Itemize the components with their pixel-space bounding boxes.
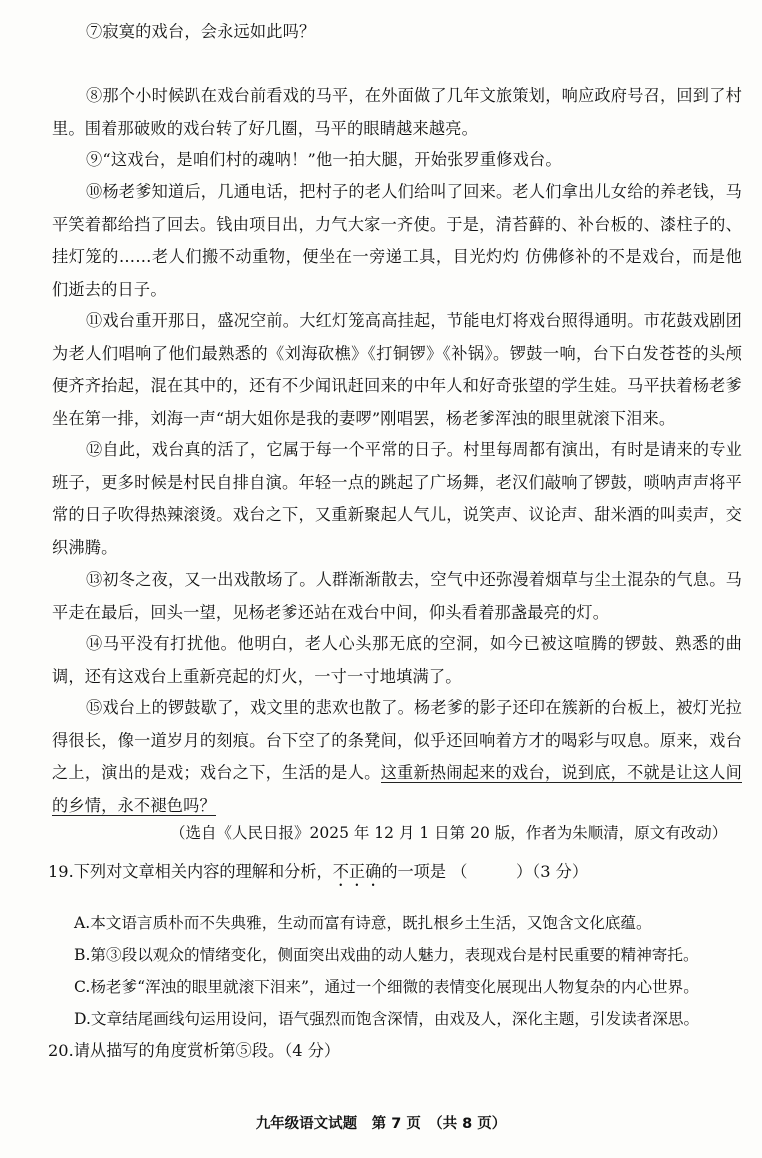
question-19-emphasis: 不正确 (332, 862, 382, 881)
underlined-sentence: 这重新热闹起来的戏台，说到底，不就是让这人间的乡情，永不褪色吗？ (52, 763, 742, 815)
page-footer: 九年级语文试题 第 7 页 （共 8 页） (255, 1116, 507, 1132)
paragraph-11: ⑪戏台重开那日，盛况空前。大红灯笼高高挂起，节能电灯将戏台照得通明。市花鼓戏剧团为老人们唱响了他们最熟悉的《刘海砍樵》《打铜锣》《补锅》。锣鼓一响，台下白发苍苍的头颅便齐齐抬起，混在其中的，还有不少闻讯赶回来的中年人和好奇张望的学生娃。马平扶着杨老爹坐在第一排，刘海一声“胡大姐你是我的妻啰”刚唱罢，杨老爹浑浊的眼里就滚下泪来。 (52, 311, 742, 428)
paragraph-15 (52, 692, 742, 822)
question-19 (48, 858, 588, 890)
paragraph-9: ⑨“这戏台，是咱们村的魂呐！”他一拍大腿，开始张罗重修戏台。 (86, 150, 562, 169)
paragraph-15-text: ⑮戏台上的锣鼓歇了，戏文里的悲欢也散了。杨老爹的影子还印在簇新的台板上，被灯光拉得很长，像一道岁月的刻痕。台下空了的条凳间，似乎还回响着方才的喝彩与叹息。原来，戏台之上，演出的是戏；戏台之下，生活的是人。 (52, 698, 742, 782)
paragraph-12: ⑫自此，戏台真的活了，它属于每一个平常的日子。村里每周都有演出，有时是请来的专业班子，更多时候是村民自排自演。年轻一点的跳起了广场舞，老汉们敲响了锣鼓，唢呐声声将平常的日子吹得热辣滚烫。戏台之下，又重新聚起人气儿，说笑声、议论声、甜米酒的叫卖声，交织沸腾。 (52, 440, 742, 557)
option-c: C.杨老爹“浑浊的眼里就滚下泪来”，通过一个细微的表情变化展现出人物复杂的内心世界。 (74, 978, 699, 996)
option-b: B.第③段以观众的情绪变化，侧面突出戏曲的动人魅力，表现戏台是村民重要的精神寄托。 (74, 946, 699, 964)
question-19-suffix: 的一项是 （ ）（3 分） (381, 862, 589, 881)
paragraph-10: ⑩杨老爹知道后，几通电话，把村子的老人们给叫了回来。老人们拿出儿女给的养老钱，马平笑着都给挡了回去。钱由项目出，力气大家一齐使。于是，清苔藓的、补台板的、漆柱子的、挂灯笼的……老人们搬不动重物，便坐在一旁递工具，目光灼灼 仿佛修补的不是戏台，而是他们逝去的日子。 (52, 182, 742, 299)
paragraph-7: ⑦寂寞的戏台，会永远如此吗？ (86, 22, 316, 41)
option-a: A.本文语言质朴而不失典雅，生动而富有诗意，既扎根乡土生活，又饱含文化底蕴。 (74, 914, 652, 932)
option-d: D.文章结尾画线句运用设问，语气强烈而饱含深情，由戏及人，深化主题，引发读者深思。 (74, 1010, 700, 1028)
paragraph-13: ⑬初冬之夜，又一出戏散场了。人群渐渐散去，空气中还弥漫着烟草与尘土混杂的气息。马平走在最后，回头一望，见杨老爹还站在戏台中间，仰头看着那盏最亮的灯。 (52, 570, 742, 622)
question-19-prefix: 19.下列对文章相关内容的理解和分析， (48, 862, 333, 881)
question-20: 20.请从描写的角度赏析第⑤段。（4 分） (48, 1041, 341, 1060)
source-citation: （选自《人民日报》2025 年 12 月 1 日第 20 版，作者为朱顺清，原文有改动） (170, 824, 728, 842)
paragraph-14: ⑭马平没有打扰他。他明白，老人心头那无底的空洞，如今已被这喧腾的锣鼓、熟悉的曲调，还有这戏台上重新亮起的灯火，一寸一寸地填满了。 (52, 634, 742, 686)
paragraph-8: ⑧那个小时候趴在戏台前看戏的马平，在外面做了几年文旅策划，响应政府号召，回到了村里。围着那破败的戏台转了好几圈，马平的眼睛越来越亮。 (52, 86, 742, 138)
